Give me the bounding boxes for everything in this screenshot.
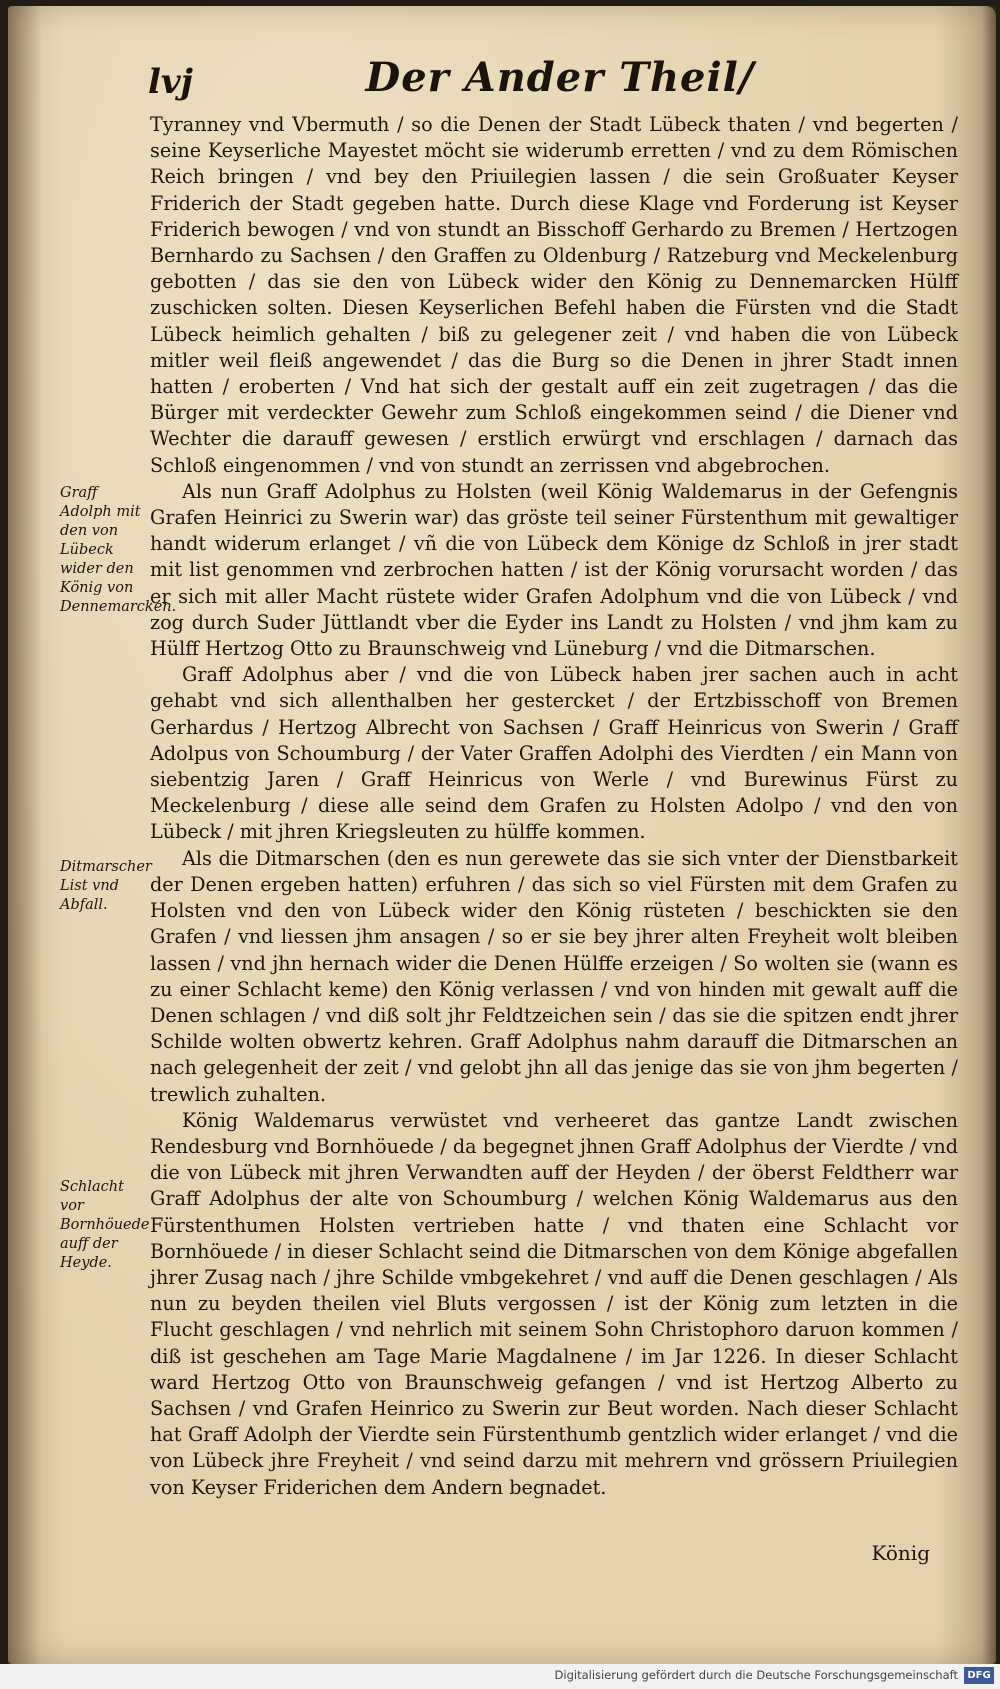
margin-note-adolph: Graff Adolph mit den von Lübeck wider den König von Dennemarcken.: [60, 485, 177, 615]
spine-shadow: [8, 6, 42, 1664]
paragraph-3: Graff Adolphus aber / vnd die von Lübeck haben jrer sachen auch in acht gehabt vnd sich allenthalben her gestercket / der Ertzbisschoff von Bremen Gerhardus / Hertzog Albrecht von Sachsen / Graff Heinricus von Swerin / Graff Adolpus von Schoumburg / der Vater Graffen Adolphi des Vierdten / ein Mann von siebentzig Jaren / Graff Heinricus von Werle / vnd Burewinus Fürst zu Meckelenburg / diese alle seind dem Grafen zu Holsten Adolpo / vnd den von Lübeck / mit jhren Kriegsleuten zu hülffe kommen.: [150, 663, 958, 844]
paragraph-4: Als die Ditmarschen (den es nun gerewete das sie sich vnter der Dienstbarkeit der Denen ergeben hatten) erfuhren / das sich so viel Fürsten mit dem Grafen zu Holsten vnd den von Lübeck wider den König rüsteten / beschickten sie den Grafen / vnd liessen jhm ansagen / so er sie bey jhrer alten Freyheit wolt bleiben lassen / vnd jhn hernach wider die Denen Hülffe erzeigen / So wolten sie (wann es zu einer Schlacht keme) den König verlassen / vnd von hinden mit gewalt auff die Denen schlagen / vnd diß solt jhr Feldtzeichen sein / das sie die spitzen endt jhrer Schilde wolten obwertz kehren. Graff Adolphus nahm darauff die Ditmarschen an nach gelegenheit der zeit / vnd gelobt jhn all das jenige das sie von jhm begerten / trewlich zuhalten.: [150, 846, 958, 1106]
margin-note-schlacht: Schlacht vor Bornhöuede auff der Heyde.: [60, 1179, 150, 1271]
running-head: [140, 52, 980, 112]
paragraph-5: König Waldemarus verwüstet vnd verheeret das gantze Landt zwischen Rendesburg vnd Bornhöuede / da begegnet jhnen Graff Adolphus der Vierdte / vnd die von Lübeck mit jhren Verwandten auff der Heyden / der öberst Feldtherr war Graff Adolphus der alte von Schoumburg / welchen König Waldemarus aus den Fürstenthumen Holsten vertrieben hatte / vnd thaten eine Schlacht vor Bornhöuede / in dieser Schlacht seind die Ditmarschen von dem Könige abgefallen jhrer Zusag nach / jhre Schilde vmbgekehret / vnd auff die Denen geschlagen / Als nun zu beyden theilen viel Bluts vergossen / ist der König zum letzten in die Flucht geschlagen / vnd nehrlich mit seinem Sohn Christophoro daruon kommen / diß ist geschehen am Tage Marie Magdalnene / im Jar 1226. In dieser Schlacht ward Hertzog Otto von Braunschweig gefangen / vnd ist Hertzog Alberto zu Sachsen / vnd Grafen Heinrico zu Swerin zur Beut worden. Nach dieser Schlacht hat Graff Adolph der Vierdte sein Fürstenthumb gentzlich wider erlanget / vnd die von Lübeck jhre Freyheit / vnd seind darzu mit mehrern vnd grössern Priuilegien von Keyser Friderichen dem Andern begnadet.: [150, 1108, 958, 1499]
running-head-title: Der Ander Theil/: [365, 54, 755, 101]
paragraph-1: Tyranney vnd Vbermuth / so die Denen der Stadt Lübeck thaten / vnd begerten / seine Keyserliche Mayestet möcht sie widerumb erretten / vnd zu dem Römischen Reich bringen / vnd bey den Priuilegien lassen / die sein Großuater Keyser Friderich der Stadt gegeben hatte. Durch diese Klage vnd Forderung ist Keyser Friderich bewogen / vnd von stundt an Bisschoff Gerhardo zu Bremen / Hertzogen Bernhardo zu Sachsen / den Graffen zu Oldenburg / Ratzeburg vnd Meckelenburg gebotten / das sie den von Lübeck wider den König zu Dennemarcken Hülff zuschicken solten. Diesen Keyserlichen Befehl haben die Fürsten vnd die Stadt Lübeck heimlich gehalten / biß zu gelegener zeit / vnd haben die von Lübeck mitler weil fleiß angewendet / das die Burg so die Denen in jhrer Stadt innen hatten / eroberten / Vnd hat sich der gestalt auff ein zeit zugetragen / das die Bürger mit verdeckter Gewehr zum Schloß eingekommen seind / die Diener vnd Wechter die darauff gewesen / erstlich erwürgt vnd erschlagen / darnach das Schloß eingenommen / vnd von stundt an zerrissen vnd abgebrochen.: [150, 113, 958, 477]
catchword: König: [871, 1541, 930, 1565]
body-text: [150, 112, 958, 1501]
page-number: lvj: [148, 62, 193, 102]
page-edge: [982, 6, 996, 1664]
margin-note-ditmarscher: Ditmarscher List vnd Abfall.: [60, 859, 152, 913]
footer-bar: [0, 1664, 1000, 1689]
paragraph-2: Als nun Graff Adolphus zu Holsten (weil König Waldemarus in der Gefengnis Grafen Heinrici zu Swerin war) das gröste teil seiner Fürstenthum mit gewaltiger handt widerum erlanget / vñ die von Lübeck dem Könige dz Schloß in jrer stadt mit list genommen vnd zerbrochen hatten / ist der König vorursacht worden / das er sich mit aller Macht rüstete wider Grafen Adolphum vnd die von Lübeck / vnd zog durch Suder Jüttlandt vber die Eyder ins Landt zu Holsten / vnd jhm kam zu Hülff Hertzog Otto zu Braunschweig vnd Lüneburg / vnd die Ditmarschen.: [150, 479, 958, 661]
dfg-logo-icon: DFG: [964, 1667, 994, 1684]
footer-credit: Digitalisierung gefördert durch die Deutsche Forschungsgemeinschaft: [554, 1668, 958, 1682]
